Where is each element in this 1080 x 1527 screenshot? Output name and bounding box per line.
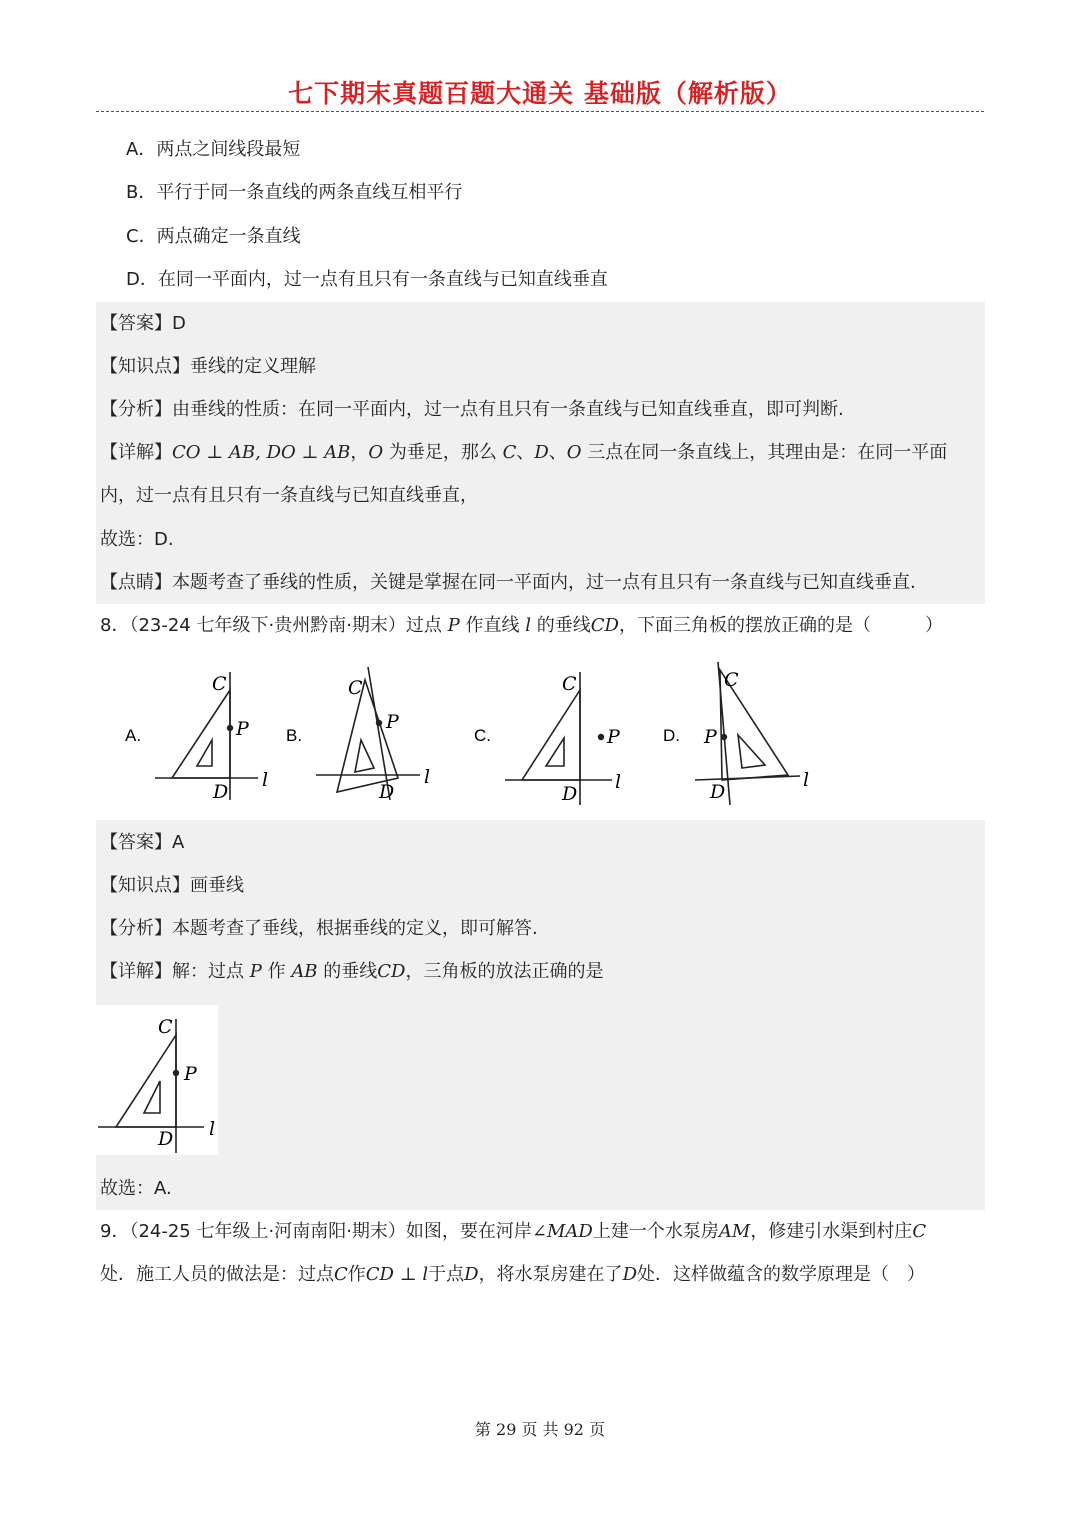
fig-a-label-l: l: [262, 769, 269, 791]
q7-detail-line2: 内，过一点有且只有一条直线与已知直线垂直，: [100, 485, 478, 506]
fig-c-label-l: l: [615, 771, 622, 793]
detail-sep: 、: [548, 442, 567, 463]
stem-text: 8．（23-24 七年级下·贵州黔南·期末）过点: [100, 615, 448, 636]
detail-sep: ，: [350, 442, 369, 463]
fig-d-label-p: P: [704, 726, 717, 748]
q7-knowledge: [100, 355, 316, 379]
fig-c-label-p: P: [607, 726, 620, 748]
stem-text: ，修建引水渠到村庄: [750, 1221, 913, 1242]
stem-text: ，下面三角板的摆放正确的是（ ）: [618, 615, 943, 636]
answer-fig-point-p: [173, 1070, 179, 1076]
answer-tag: 【答案】: [100, 313, 172, 334]
q8-figures: [96, 650, 896, 820]
detail-math: O: [368, 442, 384, 463]
fig-a-triangle: [172, 690, 230, 778]
q8-knowledge: [100, 874, 244, 898]
fig-b-label-c: C: [348, 677, 363, 699]
fig-c-point-p: [598, 734, 604, 740]
detail-math: CD: [377, 961, 406, 982]
q7-comment: [100, 571, 916, 595]
stem-text: 处．施工人员的做法是：过点: [100, 1264, 334, 1285]
fig-b-point-p: [376, 720, 382, 726]
stem-math: l: [525, 615, 531, 636]
stem-text: 作直线: [459, 615, 526, 636]
stem-math: ∠MAD: [531, 1221, 593, 1242]
detail-text: 三点在同一条直线上，其理由是：在同一平面: [581, 442, 948, 463]
detail-math: O: [566, 442, 582, 463]
answer-value: A: [172, 832, 185, 853]
detail-text: ，三角板的放法正确的是: [405, 961, 604, 982]
q7-detail-line1: [100, 441, 947, 465]
fig-a-label-c: C: [212, 673, 227, 695]
header-divider: [96, 111, 984, 112]
detail-tag: 【详解】: [100, 442, 172, 463]
fig-a-point-p: [227, 725, 233, 731]
fig-a-triangle-inner: [197, 740, 212, 766]
detail-math: C: [502, 442, 517, 463]
analysis-tag: 【分析】: [100, 918, 172, 939]
analysis-text: 本题考查了垂线，根据垂线的定义，即可解答.: [172, 918, 538, 939]
q7-option-b: B．平行于同一条直线的两条直线互相平行: [126, 182, 463, 203]
q8-detail: [100, 960, 604, 984]
stem-math: P: [447, 615, 460, 636]
stem-math: D: [464, 1264, 479, 1285]
knowledge-value: 垂线的定义理解: [190, 356, 316, 377]
fig-d-label-d: D: [710, 781, 726, 803]
fig-c-label-d: D: [562, 783, 578, 805]
q7-analysis: [100, 398, 844, 422]
q8-answer: [100, 831, 184, 855]
answer-fig-label-p: P: [184, 1063, 197, 1085]
stem-math: CD: [590, 615, 619, 636]
fig-a-option-label: A.: [125, 726, 142, 745]
fig-d-label-c: C: [724, 669, 739, 691]
stem-math: CD ⊥ l: [365, 1264, 429, 1285]
stem-math: D: [622, 1264, 637, 1285]
q7-choose: 故选：D.: [100, 529, 174, 550]
q8-choose: 故选：A.: [100, 1178, 172, 1199]
detail-text: 的垂线: [317, 961, 378, 982]
stem-math: C: [334, 1264, 348, 1285]
stem-text: ，将水泵房建在了: [478, 1264, 623, 1285]
detail-sep: 、: [516, 442, 535, 463]
q9-stem-line1: [100, 1220, 926, 1244]
fig-d-option-label: D.: [663, 726, 680, 745]
q9-stem-line2: [100, 1263, 925, 1287]
detail-math: AB: [291, 961, 318, 982]
fig-a-label-p: P: [236, 718, 249, 740]
knowledge-tag: 【知识点】: [100, 356, 190, 377]
fig-b-label-p: P: [386, 711, 399, 733]
detail-tag: 【详解】: [100, 961, 172, 982]
stem-text: 的垂线: [531, 615, 591, 636]
answer-fig-label-d: D: [158, 1128, 174, 1150]
analysis-tag: 【分析】: [100, 399, 172, 420]
answer-tag: 【答案】: [100, 832, 172, 853]
fig-d-label-l: l: [803, 769, 810, 791]
fig-b-label-d: D: [379, 781, 395, 803]
fig-b-triangle-inner: [355, 740, 374, 772]
stem-text: 作: [347, 1264, 366, 1285]
fig-a-label-d: D: [213, 781, 229, 803]
comment-text: 本题考查了垂线的性质，关键是掌握在同一平面内，过一点有且只有一条直线与已知直线垂直.: [172, 572, 916, 593]
stem-text: 9．（24-25 七年级上·河南南阳·期末）如图，要在河岸: [100, 1221, 532, 1242]
q7-option-a: A．两点之间线段最短: [126, 139, 301, 160]
stem-text: 上建一个水泵房: [592, 1221, 719, 1242]
q8-answer-figure: [96, 1005, 218, 1155]
q7-option-d: D．在同一平面内，过一点有且只有一条直线与已知直线垂直: [126, 269, 608, 290]
q8-analysis: [100, 917, 538, 941]
fig-c-triangle-inner: [546, 738, 564, 766]
comment-tag: 【点睛】: [100, 572, 172, 593]
page-footer: 第 29 页 共 92 页: [474, 1420, 606, 1439]
detail-math: D: [534, 442, 549, 463]
page-title: 七下期末真题百题大通关 基础版（解析版）: [288, 79, 792, 108]
fig-d-point-p: [721, 734, 727, 740]
q7-answer: [100, 312, 186, 336]
q7-option-c: C．两点确定一条直线: [126, 226, 301, 247]
detail-text: 解：过点: [172, 961, 250, 982]
analysis-text: 由垂线的性质：在同一平面内，过一点有且只有一条直线与已知直线垂直，即可判断.: [172, 399, 844, 420]
q8-stem: [100, 614, 943, 638]
stem-text: 于点: [428, 1264, 465, 1285]
stem-math: C: [912, 1221, 927, 1242]
detail-math: P: [249, 961, 262, 982]
answer-fig-label-c: C: [158, 1016, 173, 1038]
detail-text: 作: [261, 961, 292, 982]
stem-math: AM: [718, 1221, 751, 1242]
fig-b-label-l: l: [424, 766, 431, 788]
knowledge-tag: 【知识点】: [100, 875, 190, 896]
fig-b-option-label: B.: [286, 726, 303, 745]
answer-fig-label-l: l: [209, 1118, 216, 1140]
answer-value: D: [172, 313, 186, 334]
knowledge-value: 画垂线: [190, 875, 244, 896]
fig-c-option-label: C.: [474, 726, 491, 745]
detail-math: CO ⊥ AB, DO ⊥ AB: [172, 442, 351, 463]
detail-text: 为垂足，那么: [383, 442, 503, 463]
stem-text: 处．这样做蕴含的数学原理是（ ）: [637, 1264, 925, 1285]
fig-d-triangle-inner: [738, 735, 765, 768]
fig-c-label-c: C: [562, 673, 577, 695]
